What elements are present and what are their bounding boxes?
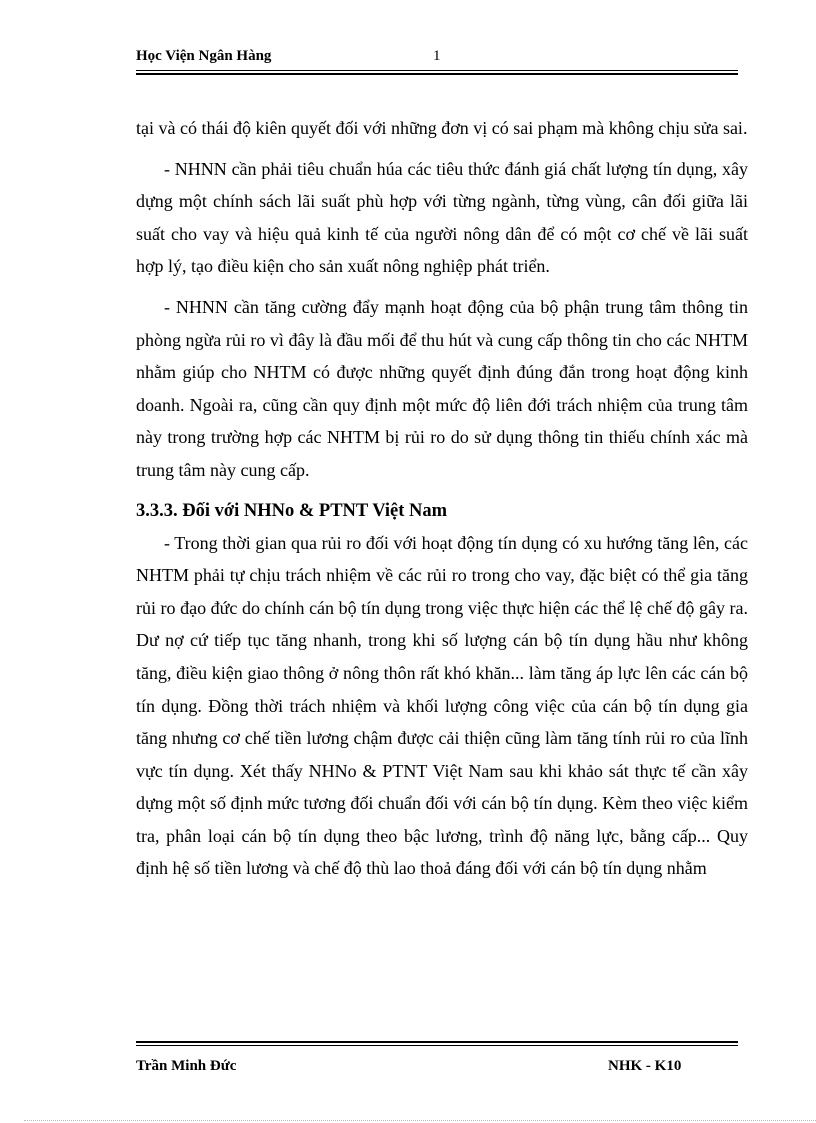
paragraph-continued: tại và có thái độ kiên quyết đối với những đơn vị có sai phạm mà không chịu sửa sai. xyxy=(136,118,748,138)
footer-rule-thin xyxy=(136,1045,738,1046)
footer-author: Trần Minh Đức xyxy=(136,1058,237,1074)
paragraph-standardize: - NHNN cần phải tiêu chuẩn húa các tiêu thức đánh giá chất lượng tín dụng, xây dựng một chính sách lãi suất phù hợp với từng ngành, từng vùng, cân đối giữa lãi suất cho vay và hiệu quả kinh tế của người nông dân để có một cơ chế về lãi suất hợp lý, tạo điều kiện cho sản xuất nông nghiệp phát triển. xyxy=(136,158,748,277)
header-rule-thin xyxy=(136,70,738,71)
page-number: 1 xyxy=(433,48,441,64)
footer-class-code: NHK - K10 xyxy=(608,1058,682,1074)
paragraph-risk: - Trong thời gian qua rủi ro đối với hoạt động tín dụng có xu hướng tăng lên, các NHTM phải tự chịu trách nhiệm về các rủi ro trong cho vay, đặc biệt có thể gia tăng rủi ro đạo đức do chính cán bộ tín dụng trong việc thực hiện các thể lệ chế độ gây ra. Dư nợ cứ tiếp tục tăng nhanh, trong khi số lượng cán bộ tín dụng hầu như không tăng, điều kiện giao thông ở nông thôn rất khó khăn... làm tăng áp lực lên các cán bộ tín dụng. Đồng thời trách nhiệm và khối lượng công việc của cán bộ tín dụng gia tăng nhưng cơ chế tiền lương chậm được cải thiện cũng làm tăng tính rủi ro của lĩnh vực tín dụng. Xét thấy NHNo & PTNT Việt Nam sau khi khảo sát thực tế cần xây dựng một số định mức tương đối chuẩn đối với cán bộ tín dụng. Kèm theo việc kiểm tra, phân loại cán bộ tín dụng theo bậc lương, trình độ năng lực, bằng cấp... Quy định hệ số tiền lương và chế độ thù lao thoả đáng đối với cán bộ tín dụng nhằm xyxy=(136,532,748,879)
header-rule-thick xyxy=(136,73,738,75)
page-edge-divider xyxy=(24,1120,816,1121)
paragraph-info-center: - NHNN cần tăng cường đẩy mạnh hoạt động của bộ phận trung tâm thông tin phòng ngừa rủi ro vì đây là đầu mối để thu hút và cung cấp thông tin cho các NHTM nhằm giúp cho NHTM có được những quyết định đúng đắn trong hoạt động kinh doanh. Ngoài ra, cũng cần quy định một mức độ liên đới trách nhiệm của trung tâm này trong trường hợp các NHTM bị rủi ro do sử dụng thông tin thiếu chính xác mà trung tâm này cung cấp. xyxy=(136,296,748,480)
header-institution: Học Viện Ngân Hàng xyxy=(136,48,272,64)
section-heading: 3.3.3. Đối với NHNo & PTNT Việt Nam xyxy=(136,500,448,521)
footer-rule-thick xyxy=(136,1041,738,1043)
page-header xyxy=(136,48,738,68)
page-body xyxy=(136,112,748,893)
